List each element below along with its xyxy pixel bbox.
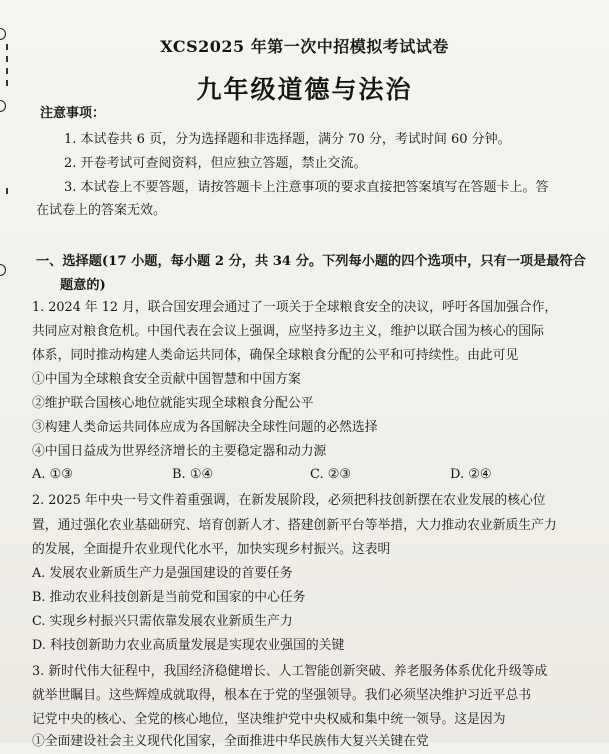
q2-option-a: A. 发展农业新质生产力是强国建设的首要任务 xyxy=(32,566,293,581)
q2-option-b: B. 推动农业科技创新是当前党和国家的中心任务 xyxy=(32,590,306,605)
q1-stem-line: 体系，同时推动构建人类命运共同体，确保全球粮食分配的公平和可持续性。由此可见 xyxy=(32,348,519,363)
q1-stem-line: 共同应对粮食危机。中国代表在会议上强调，应坚持多边主义，维护以联合国为核心的国际 xyxy=(32,324,544,339)
q3-stem-line: 记党中央的核心、全党的核心地位，坚决维护党中央权威和集中统一领导。这是因为 xyxy=(32,712,506,727)
q2-stem-line: 的发展，全面提升农业现代化水平，加快实现乡村振兴。这表明 xyxy=(32,542,391,557)
notice-item: 1. 本试卷共 6 页，分为选择题和非选择题，满分 70 分，考试时间 60 分钟。 xyxy=(64,132,511,147)
q1-choices xyxy=(32,463,592,487)
q1-statement: ④中国日益成为世界经济增长的主要稳定器和动力源 xyxy=(32,444,327,459)
subject-title: 九年级道德与法治 xyxy=(196,75,413,104)
q1-statement: ①中国为全球粮食安全贡献中国智慧和中国方案 xyxy=(32,372,301,387)
q2-stem-line: 置，通过强化农业基础研究、培育创新人才、搭建创新平台等举措，大力推动农业新质生产力 xyxy=(32,518,557,533)
q3-statement-partial: ①全面建设社会主义现代化国家，全面推进中华民族伟大复兴关键在党 xyxy=(32,734,429,749)
section-heading-line: 题意的) xyxy=(60,278,106,293)
binding-ring-icon xyxy=(0,264,6,276)
q3-stem-line: 3. 新时代伟大征程中，我国经济稳健增长、人工智能创新突破、养老服务体系优化升级等成 xyxy=(32,664,548,679)
q1-statement: ③构建人类命运共同体应成为各国解决全球性问题的必然选择 xyxy=(32,420,378,435)
section-heading xyxy=(36,250,592,298)
q3-stem-line: 就举世瞩目。这些辉煌成就取得，根本在于党的坚强领导。我们必须坚决维护习近平总书 xyxy=(32,688,532,703)
q1-choice-b: B. ①④ xyxy=(172,467,214,482)
binding-margin xyxy=(0,28,14,288)
notice-item: 在试卷上的答案无效。 xyxy=(36,203,167,218)
q1-statement: ②维护联合国核心地位就能实现全球粮食分配公平 xyxy=(32,396,314,411)
q1-choice-c: C. ②③ xyxy=(310,467,352,482)
notice-heading: 注意事项： xyxy=(40,106,106,121)
q1-stem-line: 1. 2024 年 12 月，联合国安理会通过了一项关于全球粮食安全的决议，呼吁各国加强合作， xyxy=(32,300,558,315)
margin-dash xyxy=(6,188,8,194)
exam-code-title: XCS2025 年第一次中招模拟考试试卷 xyxy=(160,37,449,56)
q2-option-d: D. 科技创新助力农业高质量发展是实现农业强国的关键 xyxy=(32,638,345,653)
section-heading-line: 一、选择题(17 小题，每小题 2 分，共 34 分。下列每小题的四个选项中，只有一项是最符合 xyxy=(36,254,586,269)
q2-option-c: C. 实现乡村振兴只需依靠发展农业新质生产力 xyxy=(32,614,293,629)
notice-item: 2. 开卷考试可查阅资料，但应独立答题，禁止交流。 xyxy=(64,156,367,171)
q1-choice-a: A. ①③ xyxy=(32,467,73,482)
notice-item: 3. 本试卷上不要答题，请按答题卡上注意事项的要求直接把答案填写在答题卡上。答 xyxy=(64,180,549,195)
q1-choice-d: D. ②④ xyxy=(450,467,492,482)
q2-stem-line: 2. 2025 年中央一号文件着重强调，在新发展阶段，必须把科技创新摆在农业发展的核心位 xyxy=(32,493,546,508)
